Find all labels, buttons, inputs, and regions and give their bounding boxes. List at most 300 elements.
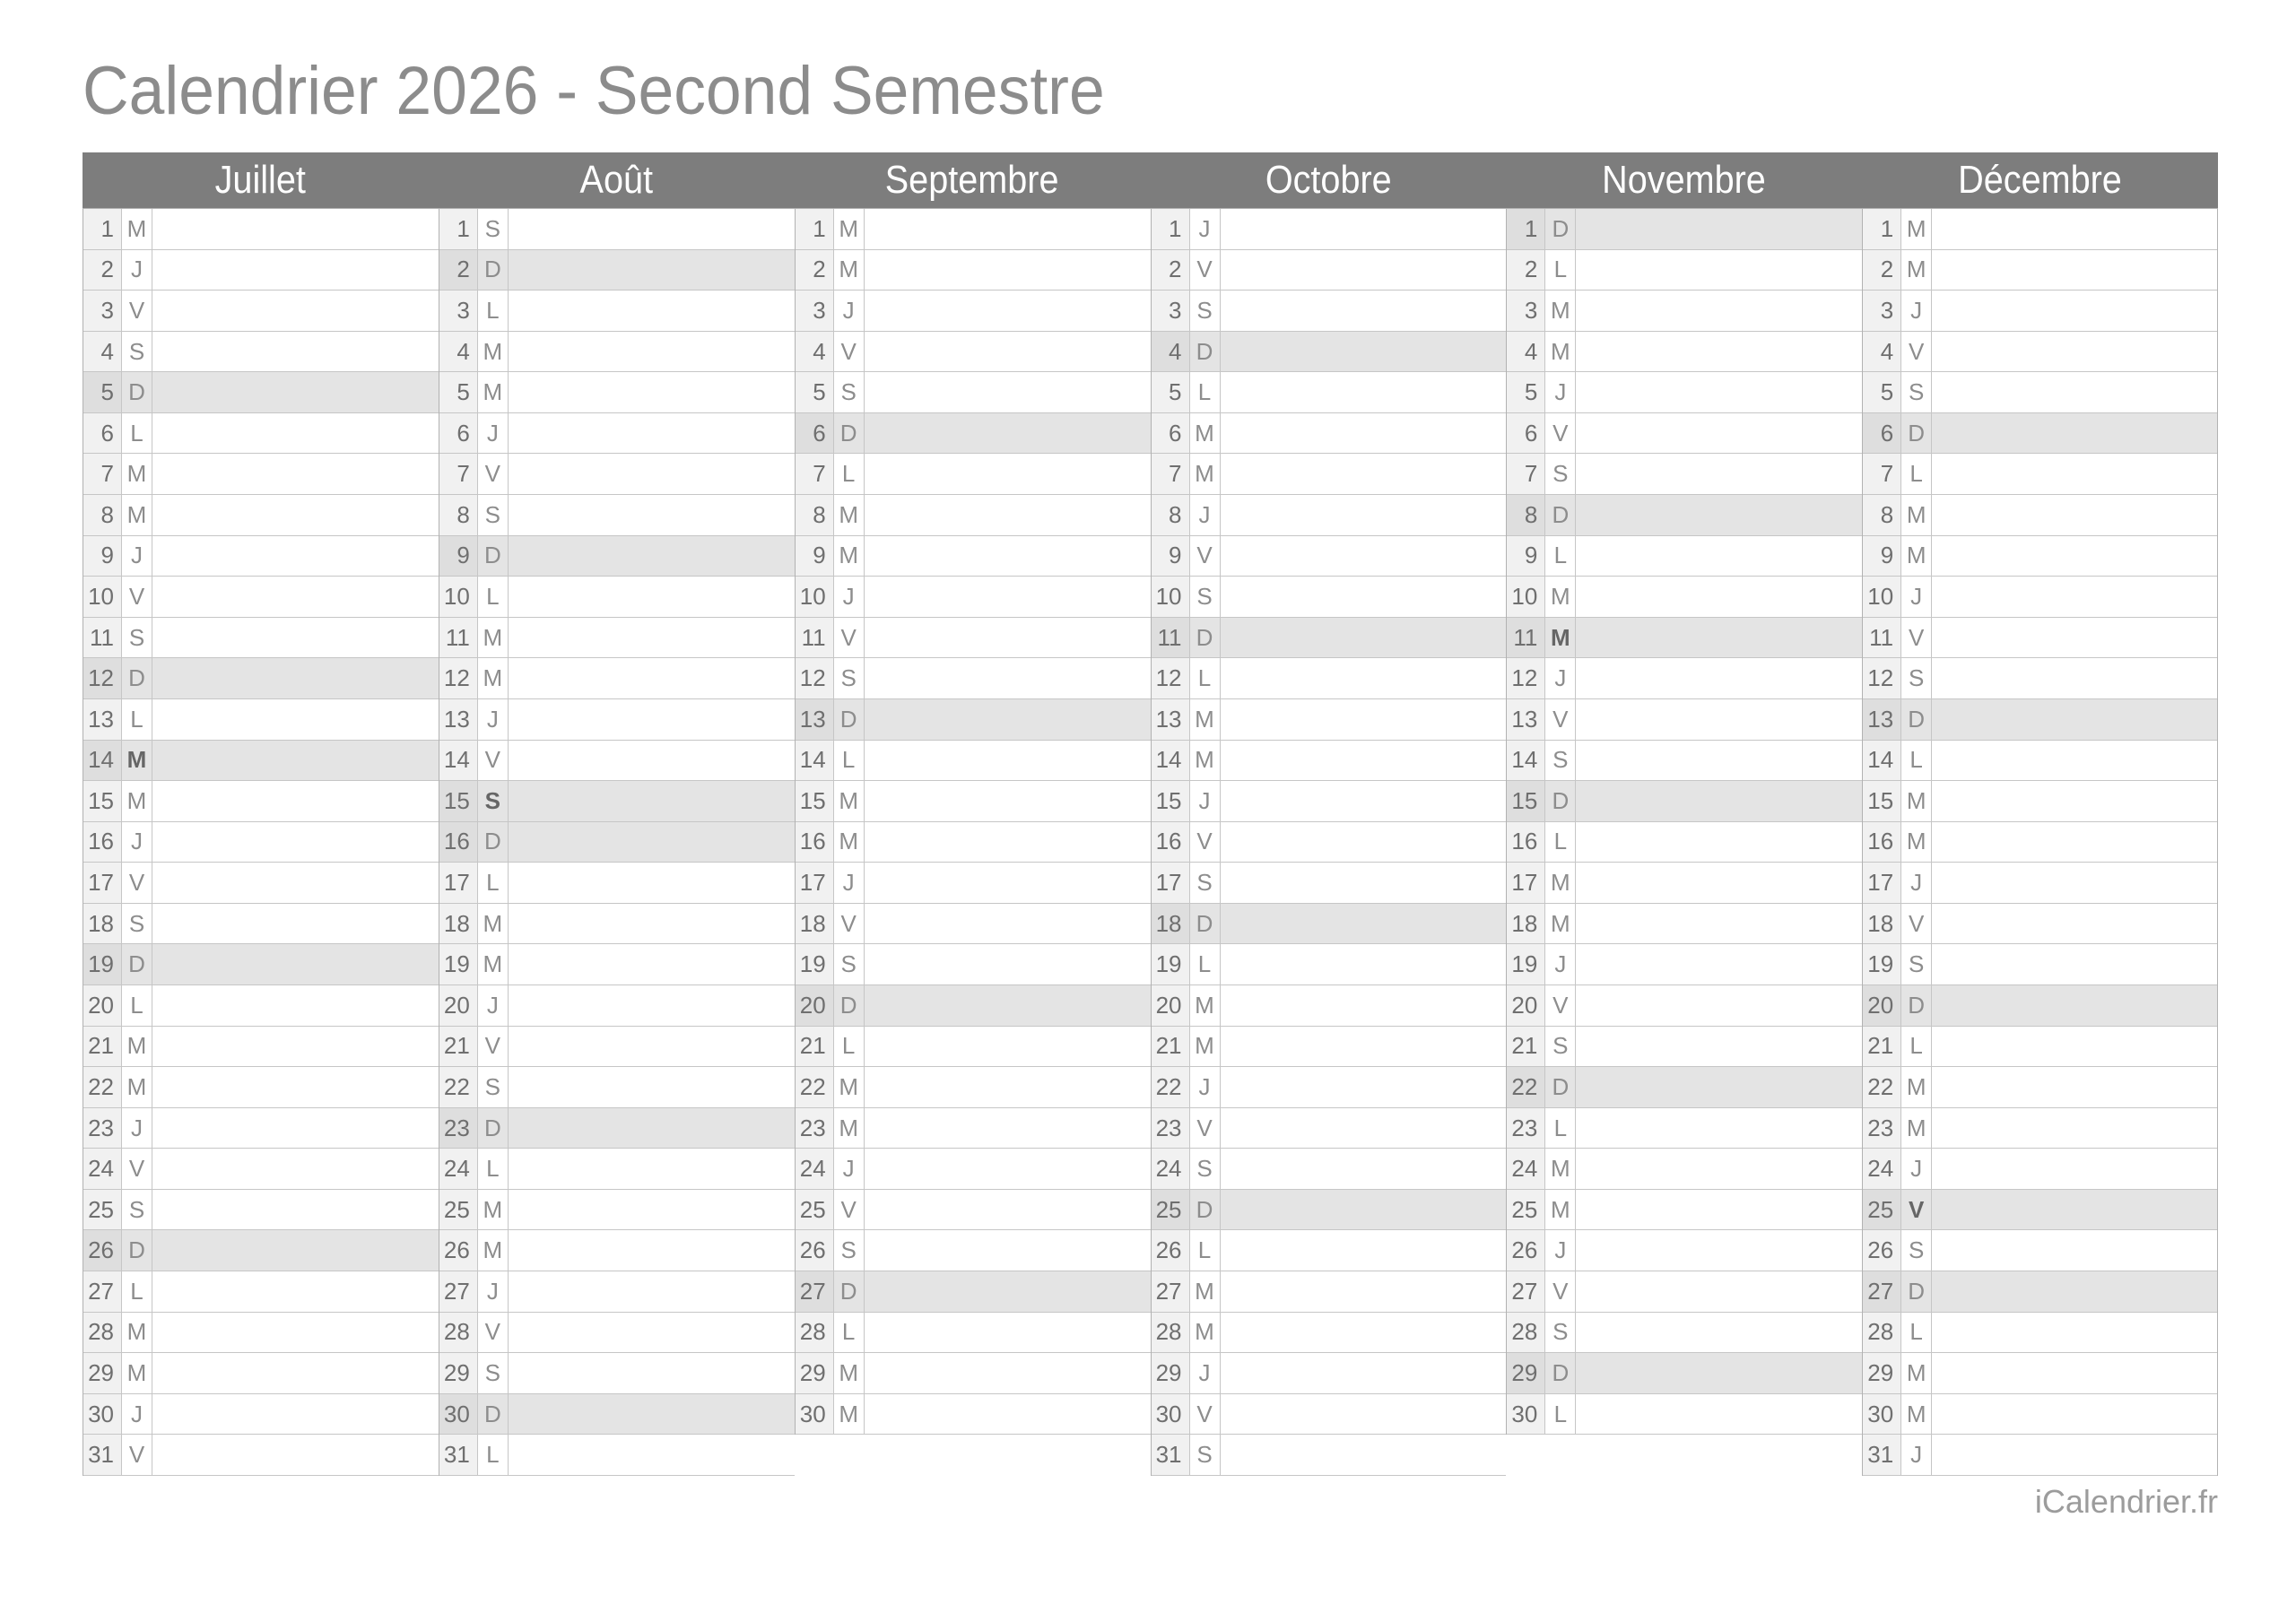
weekday-letter: S — [1901, 372, 1932, 412]
day-row — [1152, 577, 1507, 618]
day-row — [796, 904, 1151, 945]
weekday-letter: M — [1901, 1394, 1932, 1435]
weekday-letter: M — [1901, 495, 1932, 535]
weekday-letter: S — [478, 209, 509, 249]
day-number: 2 — [439, 250, 478, 291]
day-row — [796, 250, 1151, 291]
notes-cell — [1221, 291, 1507, 331]
page-title: Calendrier 2026 - Second Semestre — [83, 53, 1105, 129]
day-row — [796, 1394, 1151, 1436]
day-number: 21 — [1863, 1027, 1901, 1067]
notes-cell — [865, 1190, 1151, 1230]
day-row — [796, 1027, 1151, 1068]
weekday-letter: D — [478, 822, 509, 863]
weekday-letter: J — [834, 291, 865, 331]
weekday-letter: D — [1190, 904, 1221, 944]
day-row — [1152, 1108, 1507, 1149]
day-row — [1507, 536, 1862, 577]
day-row — [1152, 1027, 1507, 1068]
notes-cell — [1221, 413, 1507, 454]
day-number: 30 — [1507, 1394, 1545, 1435]
day-number: 5 — [83, 372, 122, 412]
day-number: 9 — [1507, 536, 1545, 577]
day-row — [1152, 454, 1507, 495]
weekday-letter: D — [1901, 1271, 1932, 1312]
day-number: 27 — [1863, 1271, 1901, 1312]
day-number: 25 — [439, 1190, 478, 1230]
notes-cell — [152, 250, 439, 291]
weekday-letter: L — [122, 985, 152, 1026]
day-row — [1863, 781, 2217, 822]
month-column-octobre — [1151, 152, 1507, 1476]
weekday-letter: J — [1901, 863, 1932, 903]
day-number: 9 — [1152, 536, 1190, 577]
day-number: 8 — [83, 495, 122, 535]
day-number: 25 — [83, 1190, 122, 1230]
day-number: 27 — [83, 1271, 122, 1312]
day-row — [1152, 1271, 1507, 1313]
notes-cell — [152, 1027, 439, 1067]
day-number: 28 — [1152, 1313, 1190, 1353]
day-number: 26 — [439, 1230, 478, 1271]
day-number: 25 — [1863, 1190, 1901, 1230]
weekday-letter: M — [478, 1230, 509, 1271]
notes-cell — [1221, 495, 1507, 535]
day-row — [1863, 413, 2217, 455]
weekday-letter: L — [1190, 658, 1221, 698]
month-rows — [795, 208, 1151, 1435]
notes-cell — [152, 658, 439, 698]
month-name: Juillet — [214, 158, 307, 202]
day-number: 3 — [439, 291, 478, 331]
day-number: 12 — [796, 658, 834, 698]
weekday-letter: S — [122, 904, 152, 944]
day-number: 24 — [83, 1149, 122, 1189]
day-row — [1863, 1353, 2217, 1394]
month-column-décembre — [1862, 152, 2218, 1476]
weekday-letter: M — [1545, 291, 1576, 331]
day-number: 9 — [83, 536, 122, 577]
weekday-letter: V — [122, 1435, 152, 1475]
notes-cell — [1932, 372, 2217, 412]
weekday-letter: V — [1901, 618, 1932, 658]
day-number: 10 — [83, 577, 122, 617]
day-row — [1863, 985, 2217, 1027]
weekday-letter: V — [478, 1027, 509, 1067]
day-row — [1863, 291, 2217, 332]
notes-cell — [509, 944, 795, 984]
notes-cell — [1221, 372, 1507, 412]
day-number: 4 — [83, 332, 122, 372]
day-number: 25 — [1507, 1190, 1545, 1230]
day-row — [83, 413, 439, 455]
day-row — [796, 741, 1151, 782]
notes-cell — [509, 1271, 795, 1312]
day-row — [1863, 658, 2217, 699]
day-number: 10 — [1152, 577, 1190, 617]
day-number: 22 — [1863, 1067, 1901, 1107]
notes-cell — [865, 618, 1151, 658]
notes-cell — [1221, 863, 1507, 903]
day-row — [1507, 413, 1862, 455]
day-number: 11 — [1507, 618, 1545, 658]
day-number: 1 — [83, 209, 122, 249]
day-row — [1863, 209, 2217, 250]
notes-cell — [865, 904, 1151, 944]
day-row — [439, 1313, 795, 1354]
month-header — [795, 152, 1151, 208]
day-number: 14 — [1863, 741, 1901, 781]
weekday-letter: V — [478, 741, 509, 781]
day-number: 4 — [1507, 332, 1545, 372]
day-number: 11 — [1863, 618, 1901, 658]
weekday-letter: M — [834, 209, 865, 249]
calendar-grid — [83, 152, 2218, 1476]
day-row — [796, 372, 1151, 413]
day-row — [1863, 495, 2217, 536]
weekday-letter: M — [834, 822, 865, 863]
weekday-letter: D — [1901, 413, 1932, 454]
notes-cell — [1576, 454, 1862, 494]
day-row — [1507, 944, 1862, 985]
day-row — [83, 1230, 439, 1271]
weekday-letter: M — [122, 1067, 152, 1107]
weekday-letter: M — [834, 781, 865, 821]
day-row — [1152, 863, 1507, 904]
day-row — [83, 1271, 439, 1313]
day-row — [83, 822, 439, 863]
weekday-letter: M — [1190, 454, 1221, 494]
day-row — [796, 291, 1151, 332]
day-row — [1863, 536, 2217, 577]
weekday-letter: J — [122, 822, 152, 863]
day-number: 14 — [1152, 741, 1190, 781]
month-name: Décembre — [1958, 158, 2122, 202]
day-number: 22 — [796, 1067, 834, 1107]
weekday-letter: M — [1545, 863, 1576, 903]
weekday-letter: S — [122, 1190, 152, 1230]
day-number: 16 — [1507, 822, 1545, 863]
day-number: 20 — [1863, 985, 1901, 1026]
day-number: 19 — [796, 944, 834, 984]
notes-cell — [1932, 1230, 2217, 1271]
notes-cell — [865, 863, 1151, 903]
day-number: 21 — [796, 1027, 834, 1067]
weekday-letter: D — [834, 699, 865, 740]
day-row — [1507, 1067, 1862, 1108]
day-number: 19 — [1152, 944, 1190, 984]
weekday-letter: M — [1901, 1067, 1932, 1107]
notes-cell — [865, 495, 1151, 535]
month-rows — [1151, 208, 1507, 1476]
weekday-letter: D — [1545, 1353, 1576, 1393]
day-row — [1507, 1149, 1862, 1190]
day-number: 20 — [1507, 985, 1545, 1026]
notes-cell — [1221, 250, 1507, 291]
notes-cell — [152, 536, 439, 577]
weekday-letter: M — [834, 495, 865, 535]
weekday-letter: S — [1190, 1149, 1221, 1189]
weekday-letter: D — [1545, 209, 1576, 249]
notes-cell — [1221, 1271, 1507, 1312]
weekday-letter: J — [834, 1149, 865, 1189]
day-number: 18 — [439, 904, 478, 944]
day-number: 27 — [1507, 1271, 1545, 1312]
weekday-letter: V — [1901, 332, 1932, 372]
day-number: 18 — [1863, 904, 1901, 944]
weekday-letter: M — [1190, 1027, 1221, 1067]
notes-cell — [1932, 822, 2217, 863]
weekday-letter: M — [122, 1313, 152, 1353]
weekday-letter: M — [1901, 209, 1932, 249]
weekday-letter: D — [478, 1108, 509, 1149]
day-row — [439, 904, 795, 945]
notes-cell — [865, 1353, 1151, 1393]
day-number: 17 — [439, 863, 478, 903]
notes-cell — [1932, 1271, 2217, 1312]
day-number: 13 — [1152, 699, 1190, 740]
weekday-letter: L — [478, 1149, 509, 1189]
day-row — [796, 658, 1151, 699]
weekday-letter: L — [478, 863, 509, 903]
weekday-letter: J — [1901, 1149, 1932, 1189]
day-row — [796, 1313, 1151, 1354]
weekday-letter: D — [1545, 495, 1576, 535]
weekday-letter: M — [1901, 1108, 1932, 1149]
weekday-letter: J — [1901, 1435, 1932, 1475]
day-row — [1152, 372, 1507, 413]
notes-cell — [1576, 1067, 1862, 1107]
day-row — [796, 332, 1151, 373]
weekday-letter: M — [122, 209, 152, 249]
notes-cell — [509, 1435, 795, 1475]
weekday-letter: L — [834, 1313, 865, 1353]
weekday-letter: M — [478, 332, 509, 372]
footer-brand: iCalendrier.fr — [2034, 1483, 2218, 1520]
notes-cell — [1576, 618, 1862, 658]
notes-cell — [1221, 699, 1507, 740]
weekday-letter: V — [1901, 904, 1932, 944]
notes-cell — [1221, 985, 1507, 1026]
day-row — [83, 536, 439, 577]
notes-cell — [1576, 1190, 1862, 1230]
weekday-letter: L — [122, 413, 152, 454]
day-row — [439, 332, 795, 373]
day-row — [1507, 332, 1862, 373]
notes-cell — [865, 1067, 1151, 1107]
notes-cell — [152, 1149, 439, 1189]
day-row — [1152, 658, 1507, 699]
weekday-letter: M — [1190, 741, 1221, 781]
notes-cell — [152, 454, 439, 494]
day-row — [439, 699, 795, 741]
day-number: 22 — [1152, 1067, 1190, 1107]
day-row — [1152, 209, 1507, 250]
weekday-letter: S — [122, 332, 152, 372]
day-number: 21 — [439, 1027, 478, 1067]
day-row — [1863, 250, 2217, 291]
day-row — [1507, 1190, 1862, 1231]
month-column-septembre — [795, 152, 1151, 1476]
day-row — [439, 413, 795, 455]
month-header — [1151, 152, 1507, 208]
notes-cell — [152, 1190, 439, 1230]
day-row — [83, 1027, 439, 1068]
day-number: 7 — [1152, 454, 1190, 494]
notes-cell — [509, 413, 795, 454]
notes-cell — [1576, 658, 1862, 698]
notes-cell — [152, 985, 439, 1026]
weekday-letter: L — [122, 1271, 152, 1312]
month-name: Octobre — [1265, 158, 1392, 202]
day-row — [439, 291, 795, 332]
notes-cell — [865, 209, 1151, 249]
day-row — [1863, 1149, 2217, 1190]
day-row — [83, 495, 439, 536]
day-number: 12 — [83, 658, 122, 698]
day-row — [796, 699, 1151, 741]
notes-cell — [1932, 904, 2217, 944]
notes-cell — [1221, 1313, 1507, 1353]
day-row — [439, 1394, 795, 1436]
day-number: 27 — [1152, 1271, 1190, 1312]
notes-cell — [509, 536, 795, 577]
weekday-letter: M — [1545, 1149, 1576, 1189]
day-number: 6 — [1863, 413, 1901, 454]
month-rows — [1506, 208, 1862, 1435]
day-number: 7 — [796, 454, 834, 494]
weekday-letter: D — [1545, 781, 1576, 821]
month-header — [439, 152, 795, 208]
day-number: 13 — [796, 699, 834, 740]
day-number: 26 — [1507, 1230, 1545, 1271]
notes-cell — [865, 1313, 1151, 1353]
weekday-letter: J — [834, 577, 865, 617]
weekday-letter: V — [1545, 699, 1576, 740]
notes-cell — [1932, 1313, 2217, 1353]
day-row — [1507, 1108, 1862, 1149]
notes-cell — [1221, 1394, 1507, 1435]
day-number: 16 — [439, 822, 478, 863]
notes-cell — [865, 291, 1151, 331]
day-row — [796, 618, 1151, 659]
day-row — [796, 1108, 1151, 1149]
day-row — [1152, 495, 1507, 536]
day-number: 6 — [796, 413, 834, 454]
day-row — [1152, 699, 1507, 741]
day-number: 20 — [796, 985, 834, 1026]
weekday-letter: S — [1545, 454, 1576, 494]
day-row — [1152, 1067, 1507, 1108]
day-number: 18 — [83, 904, 122, 944]
day-number: 9 — [439, 536, 478, 577]
day-number: 30 — [796, 1394, 834, 1435]
day-number: 6 — [439, 413, 478, 454]
day-number: 15 — [796, 781, 834, 821]
weekday-letter: S — [834, 944, 865, 984]
day-row — [83, 863, 439, 904]
notes-cell — [509, 1067, 795, 1107]
weekday-letter: V — [834, 904, 865, 944]
day-number: 1 — [1152, 209, 1190, 249]
weekday-letter: J — [834, 863, 865, 903]
day-number: 15 — [1507, 781, 1545, 821]
weekday-letter: M — [478, 1190, 509, 1230]
day-number: 23 — [83, 1108, 122, 1149]
day-row — [1863, 1313, 2217, 1354]
weekday-letter: J — [1545, 1230, 1576, 1271]
notes-cell — [509, 332, 795, 372]
day-row — [1507, 454, 1862, 495]
day-number: 30 — [1152, 1394, 1190, 1435]
day-number: 23 — [1152, 1108, 1190, 1149]
day-number: 4 — [1863, 332, 1901, 372]
day-row — [1152, 741, 1507, 782]
notes-cell — [152, 699, 439, 740]
notes-cell — [1221, 658, 1507, 698]
notes-cell — [865, 1027, 1151, 1067]
weekday-letter: V — [478, 1313, 509, 1353]
notes-cell — [1576, 291, 1862, 331]
weekday-letter: D — [1190, 332, 1221, 372]
notes-cell — [1576, 577, 1862, 617]
weekday-letter: L — [478, 577, 509, 617]
weekday-letter: S — [834, 658, 865, 698]
day-number: 19 — [1507, 944, 1545, 984]
day-row — [439, 209, 795, 250]
day-row — [83, 1067, 439, 1108]
day-number: 28 — [439, 1313, 478, 1353]
notes-cell — [152, 495, 439, 535]
day-row — [439, 372, 795, 413]
day-row — [1863, 904, 2217, 945]
notes-cell — [509, 1149, 795, 1189]
day-row — [1863, 741, 2217, 782]
day-row — [439, 1027, 795, 1068]
month-name: Novembre — [1602, 158, 1767, 202]
notes-cell — [509, 985, 795, 1026]
notes-cell — [1576, 985, 1862, 1026]
day-row — [439, 863, 795, 904]
weekday-letter: L — [834, 1027, 865, 1067]
day-row — [83, 699, 439, 741]
weekday-letter: M — [834, 536, 865, 577]
day-number: 16 — [796, 822, 834, 863]
day-number: 15 — [1863, 781, 1901, 821]
day-row — [1152, 413, 1507, 455]
day-number: 1 — [439, 209, 478, 249]
day-row — [83, 1190, 439, 1231]
day-row — [796, 1353, 1151, 1394]
day-row — [796, 1190, 1151, 1231]
notes-cell — [1221, 577, 1507, 617]
weekday-letter: S — [478, 1067, 509, 1107]
notes-cell — [865, 1394, 1151, 1435]
notes-cell — [1932, 699, 2217, 740]
day-number: 3 — [83, 291, 122, 331]
notes-cell — [152, 1394, 439, 1435]
day-row — [1863, 1435, 2217, 1476]
notes-cell — [1576, 863, 1862, 903]
notes-cell — [1932, 209, 2217, 249]
day-row — [796, 863, 1151, 904]
weekday-letter: J — [1190, 1067, 1221, 1107]
notes-cell — [1221, 1435, 1507, 1475]
weekday-letter: L — [478, 291, 509, 331]
notes-cell — [1932, 536, 2217, 577]
day-row — [1152, 1230, 1507, 1271]
notes-cell — [152, 1353, 439, 1393]
